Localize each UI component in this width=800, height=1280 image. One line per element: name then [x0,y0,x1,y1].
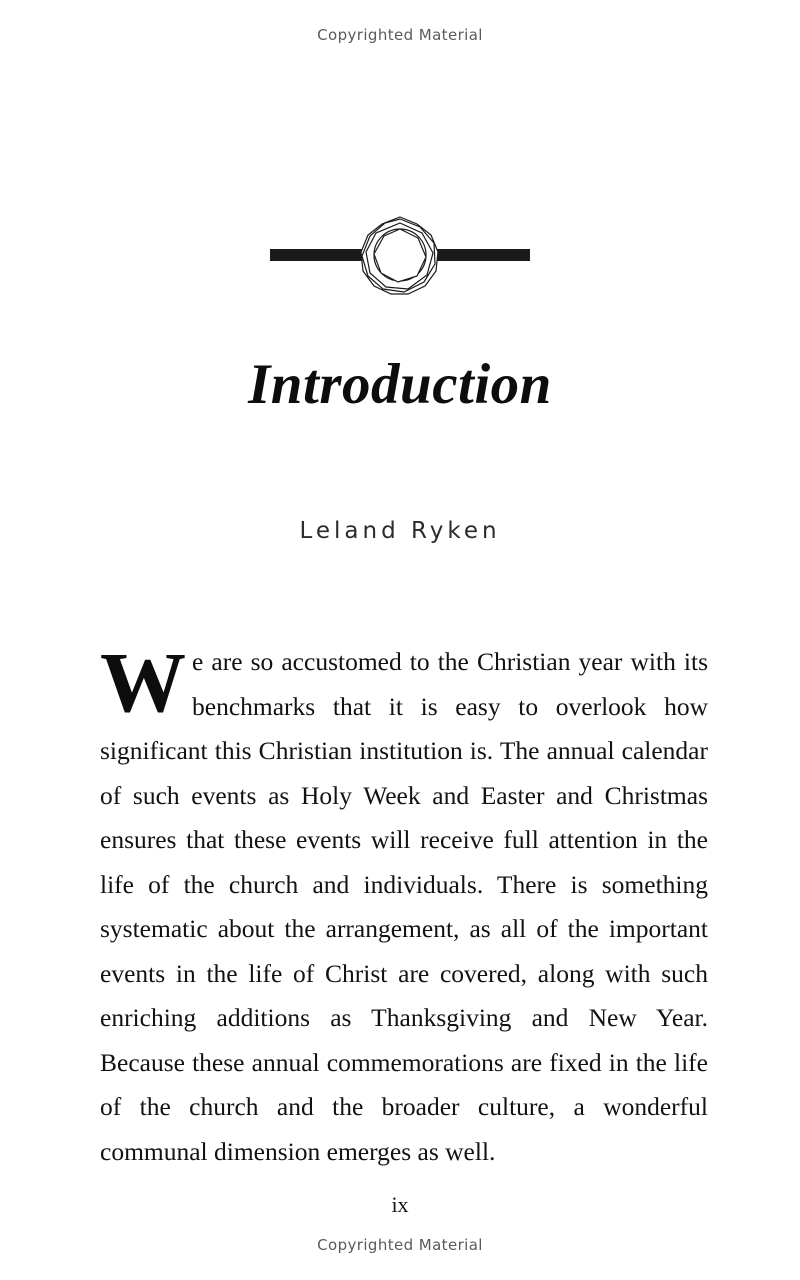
page-title: Introduction [248,353,552,416]
star-polygon-ornament-icon [270,205,530,305]
copyright-watermark-top: Copyrighted Material [317,26,483,44]
copyright-watermark-bottom: Copyrighted Material [317,1236,483,1254]
drop-cap: W [100,634,186,730]
author-byline: Leland Ryken [299,518,501,544]
page-number: ix [391,1192,409,1217]
body-paragraph-text: e are so accustomed to the Christian year with its benchmarks that it is easy to overlook how significant this Christian institution is. The annual calendar of such events as Holy Week and Easter and Christmas ensures that these events will receive full attention in the life of the church and individuals. There is something systematic about the arrangement, as all of the important events in the life of Christ are covered, along with such enriching additions as Thanksgiving and New Year. Because these annual commemorations are fixed in the life of the church and the broader culture, a wonderful communal dimension emerges as well. [100,647,708,1166]
chapter-ornament [0,205,800,305]
body-paragraph-block [100,634,708,1174]
